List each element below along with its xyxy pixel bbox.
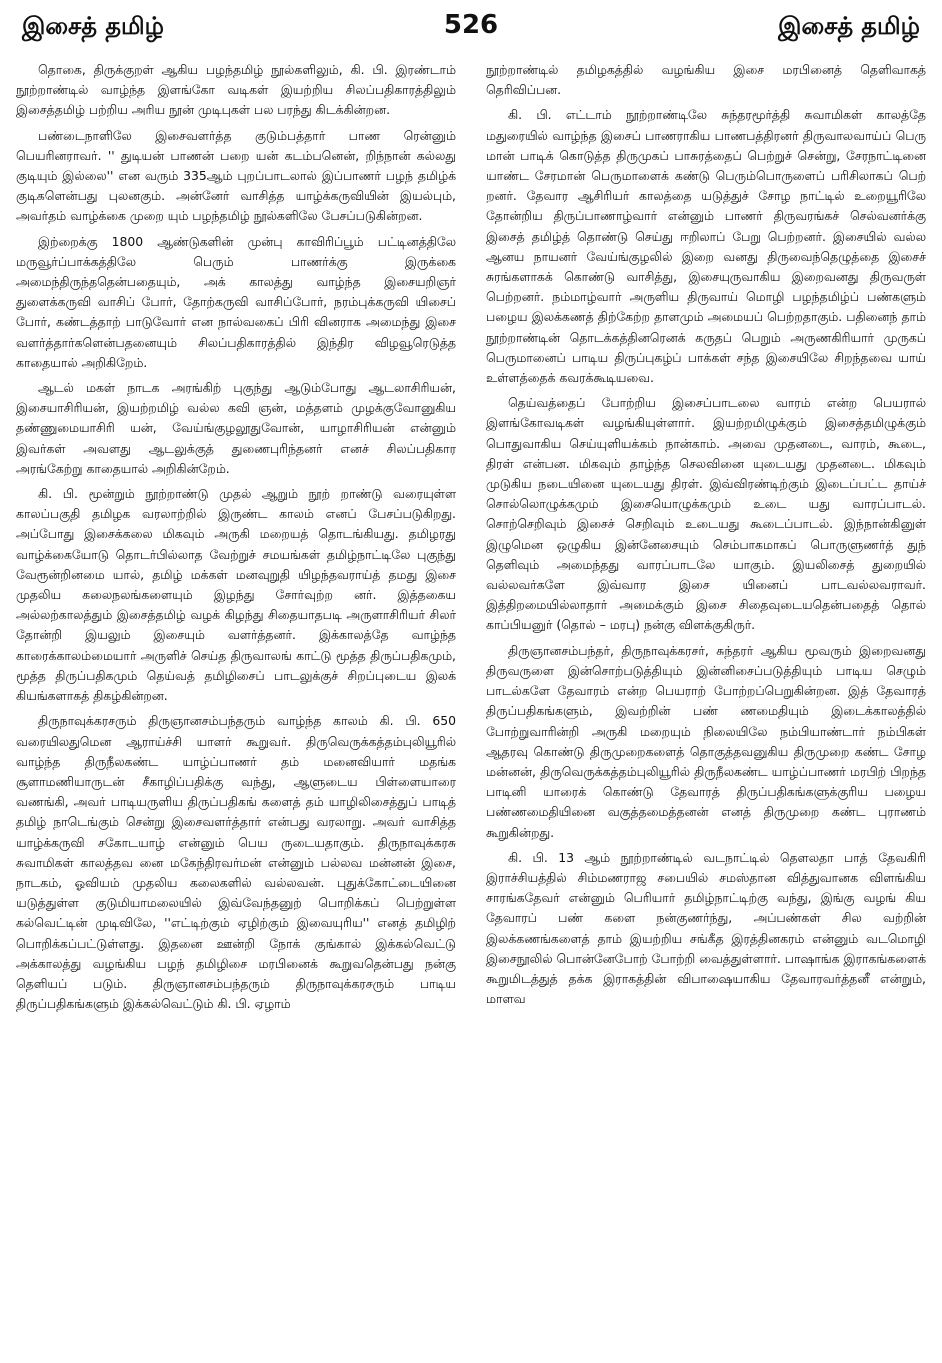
page-header (0, 0, 942, 50)
paragraph: தெய்வத்தைப் போற்றிய இசைப்பாடலை வாரம் என்ற பெயரால் இளங்கோவடிகள் வழங்கியுள்ளார். இயற்றமிழுக்கும் இசைத்தமிழுக்கும் பொதுவாகிய செய்யுளியக்கம் நான்காம். அவை முதனடை, வாரம், கூடை, திரள் என்பன. மிகவும் தாழ்ந்த செலவினை யுடையது முதனடை. மிகவும் முடுகிய நடையினை யுடையது திரள். இவ்விரண்டிற்கும் இடைப்பட்ட தாய்ச் சொல்லொழுக்கமும் இசையொழுக்கமும் உடை யது வாரப்பாடல். சொற்செறிவும் இசைச் செறிவும் உடையது கூடைப்பாடல். இந்நான்கினுள் இழுமென ஒழுகிய இன்னேசையும் செம்பாகமாகப் பொருளுணர்த் துந் தெளிவும் அமைந்தது வாரப்பாடலே யாகும். இயலிசைத் துறையில் வல்லவர்களே இவ்வார இசை யினைப் பாடவல்லவராவர். இத்திறமையில்லாதார் அமைக்கும் இசை சிதைவுடையதென்பதைத் தொல் காப்பியனுர் (தொல் – மரபு) நன்கு விளக்குகிருர். (486, 395, 926, 633)
paragraph: கி. பி. மூன்றும் நூற்றாண்டு முதல் ஆறும் நூற் றாண்டு வரையுள்ள காலப்பகுதி தமிழக வரலாற்றில் இருண்ட காலம் எனப் பேசப்படுகிறது. அப்போது இசைக்கலை மிகவும் அருகி மறையத் தொடங்கியது. தமிழரது வாழ்க்கையோடு தொடர்பில்லாத வேற்றுச் சமயங்கள் தமிழ்நாட்டிலே புகுந்து வேரூன்றினமை யால், தமிழ் மக்கள் மனவுறுதி யிழந்தவராய்த் தமது இசை முதலிய கலைநலங்களையும் இழந்து சோர்வுற்ற னர். இத்தகைய அல்லற்காலத்தும் இசைத்தமிழ் வழக் கிழந்து சிதையாதபடி அருளாசிரியர் சிலர் தோன்றி இயலும் இசையும் வளர்த்தனர். இக்காலத்தே வாழ்ந்த காரைக்காலம்மையார் அருளிச் செய்த திருவாலங் காட்டு மூத்த திருப்பதிகமும், மூத்த திருப்பதிகமும் தெய்வத் தமிழிசைப் பாடலுக்குச் சிறப்புடைய இலக் கியங்களாகத் திகழ்கின்றன. (16, 486, 456, 704)
page-number: 526 (443, 10, 499, 40)
paragraph: திருநாவுக்கரசரும் திருஞானசம்பந்தரும் வாழ்ந்த காலம் கி. பி. 650 வரையிலதுமென ஆராய்ச்சி யாளர் கூறுவர். திருவெருக்கத்தம்புலியூரில் வாழ்ந்த திருநீலகண்ட யாழ்ப்பாணர் தம் மனைவியார் மதங்க சூளாமணியாருடன் சீகாழிப்பதிக்கு வந்து, ஆளுடைய பிள்ளையாரை வணங்கி, அவர் பாடியருளிய திருப்பதிகங் களைத் தம் யாழிலிசைத்துப் பாடித் தமிழ் நாடெங்கும் சென்று இசைவளர்த்தார் என்பது வரலாறு. அவர் வாசித்த யாழ்க்கருவி சகோடயாழ் என்னும் பெய ருடையதாகும். திருநாவுக்கரசு சுவாமிகள் காலத்தவ னை மகேந்திரவர்மன் என்னும் பல்லவ மன்னன் இசை, நாடகம், ஓவியம் முதலிய கலைகளில் வல்லவன். புதுக்கோட்டையினை யடுத்துள்ள குடுமியாமலையில் இவ்வேந்தனுற் பொறிக்கப் பெற்றுள்ள கல்வெட்டின் முடிவிலே, ''எட்டிற்கும் ஏழிற்கும் இவையுரிய'' எனத் தமிழிற் பொறிக்கப்பட்டுள்ளது. இதனை ஊன்றி நோக் குங்கால் இக்கல்வெட்டு அக்காலத்து வழங்கிய பழந் தமிழிசை மரபினைக் கூறுவதென்பது நன்கு தெளியப் படும். திருஞானசம்பந்தரும் திருநாவுக்கரசரும் பாடிய திருப்பதிகங்களும் இக்கல்வெட்டும் கி. பி. ஏழாம் (16, 713, 456, 1012)
running-title-right: இசைத் தமிழ் (778, 12, 920, 40)
paragraph: திருஞானசம்பந்தர், திருநாவுக்கரசர், சுந்தரர் ஆகிய மூவரும் இறைவனது திருவருளை இன்சொற்படுத்தியும் இன்னிசைப்படுத்தியும் பாடிய செழும் பாடல்களே தேவாரம் என்ற பெயராற் போற்றப்பெறுகின்றன. இத் தேவாரத் திருப்பதிகங்களும், இவற்றின் பண் ணமைதியும் இடைக்காலத்தில் போற்றுவாரின்றி அருகி மறையும் நிலையிலே நம்பியாண்டார் நம்பிகள் ஆதரவு கொண்டு திருமுறைகளைத் தொகுத்தவனுகிய திருமுறை கண்ட சோழ மன்னன், திருவெருக்கத்தம்புலியூரில் திருநீலகண்ட யாழ்ப்பாணர் மரபிற் பிறந்த பாடினி யாரைக் கொண்டு தேவாரத் திருப்பதிகங்களுக்குரிய பழைய பண்ணமைதியினை வகுத்தமைத்தனன் எனத் திருமுறை கண்ட புராணம் கூறுகின்றது. (486, 642, 926, 840)
right-column (486, 60, 926, 1355)
paragraph: பண்டைநாளிலே இசைவளர்த்த குடும்பத்தார் பாண ரென்னும் பெயரினராவர். '' துடியன் பாணன் பறை யன் கடம்பனென், றிந்நான் கல்லது குடியும் இல்லை'' என வரும் 335ஆம் புறப்பாடலால் இப்பாணர் பழந் தமிழ்க் குடிகளென்பது புலனகும். அன்னேர் வாசித்த யாழ்க்கருவியின் இயல்பும், அவர்தம் வாழ்க்கை முறை யும் பழந்தமிழ் நூல்களிலே பேசப்படுகின்றன. (16, 127, 456, 224)
left-column (16, 60, 456, 1355)
running-title-left: இசைத் தமிழ் (22, 12, 164, 40)
paragraph: கி. பி. எட்டாம் நூற்றாண்டிலே சுந்தரமூர்த்தி சுவாமிகள் காலத்தே மதுரையில் வாழ்ந்த இசைப் பாணராகிய பாணபத்திரனர் திருவாலவாய்ப் பெரு மான் பாடிக் கொடுத்த திருமுகப் பாசுரத்தைப் பெற்றுச் சென்று, சேரநாட்டினை யாண்ட சேரமான் பெருமாளைக் கண்டு பெரும்பொருளைப் பரிசிலாகப் பெற் றனர். தேவார ஆசிரியர் காலத்தை யடுத்துச் சோழ நாட்டில் உறையூரிலே தோன்றிய திருப்பாணாழ்வார் என்னும் பாணர் திருவரங்கச் செல்வனர்க்கு இசைத் தமிழ்த் தொண்டு செய்து ஈறிலாப் பேறு பெற்றனர். இசையில் வல்ல ஆனய நாயனர் வேய்ங்குழலில் இறை வனது திருவைந்தெழுத்தை இசைச் சுரங்களாகக் கொண்டு வாசித்து, இசையுருவாகிய இறைவனது திருவருள் பெற்றனர். நம்மாழ்வார் அருளிய திருவாய் மொழி பழந்தமிழ்ப் பண்களும் பழைய இலக்கணத் திற்கேற்ற தாளமும் அமையப் பெற்றதாகும். பதினைந் தாம் நூற்றாண்டின் தொடக்கத்தினரெனக் கருதப் பெறும் அருணகிரியார் முருகப் பெருமானைப் பாடிய திருப்புகழ்ப் பாக்கள் சந்த இசையிலே சிறந்தவை யாய் உள்ளத்தைக் கவரக்கூடியவை. (486, 107, 926, 386)
paragraph: கி. பி. 13 ஆம் நூற்றாண்டில் வடநாட்டில் தௌலதா பாத் தேவகிரி இராச்சியத்தில் சிம்மணராஜ சபையில் சமஸ்தான வித்துவானக விளங்கிய சாரங்கதேவர் என்னும் பெரியார் தமிழ்நாட்டிற்கு வந்து, இங்கு வழங் கிய தேவாரப் பண் களை நன்குணர்ந்து, அப்பண்கள் சில வற்றின் இலக்கணங்களைத் தாம் இயற்றிய சங்கீத இரத்தினகரம் என்னும் வடமொழி இசைநூலில் பொன்னேபோற் போற்றி வைத்துள்ளார். பாஷாங்க இராகங்களைக் கூறுமிடத்துத் தக்க இராகத்தின் விபாஷையாகிய தேவாரவர்த்தனீ என்றும், மாளவ (486, 849, 926, 1007)
paragraph: இற்றைக்கு 1800 ஆண்டுகளின் முன்பு காவிரிப்பூம் பட்டினத்திலே மருவூர்ப்பாக்கத்திலே பெரும் பாணர்க்கு இருக்கை அமைந்திருந்ததென்பதையும், அக் காலத்து வாழ்ந்த இசையறிஞர் துளைக்கருவி வாசிப் போர், தோற்கருவி வாசிப்போர், நரம்புக்கருவி யிசைப் போர், கண்டத்தாற் பாடுவோர் என நால்வகைப் பிரி வினராக அமைந்து இசை வளர்த்தார்களென்பதனையும் சிலப்பதிகாரத்தில் இந்திர விழவூரெடுத்த காதையால் அறிகிறேம். (16, 233, 456, 370)
paragraph: தொகை, திருக்குறள் ஆகிய பழந்தமிழ் நூல்களிலும், கி. பி. இரண்டாம் நூற்றாண்டில் வாழ்ந்த இளங்கோ வடிகள் இயற்றிய சிலப்பதிகாரத்திலும் இசைத்தமிழ் பற்றிய அரிய நூன் முடிபுகள் பல பரந்து கிடக்கின்றன. (16, 62, 456, 118)
paragraph: நூற்றாண்டில் தமிழகத்தில் வழங்கிய இசை மரபினைத் தெளிவாகத் தெரிவிப்பன. (486, 62, 926, 98)
paragraph: ஆடல் மகள் நாடக அரங்கிற் புகுந்து ஆடும்போது ஆடலாசிரியன், இசையாசிரியன், இயற்றமிழ் வல்ல கவி ஞன், மத்தளம் முழக்குவோனுகிய தண்ணுமையாசிரி யன், வேய்ங்குழலூதுவோன், யாழாசிரியன் என்னும் இவர்கள் அவளது ஆடலுக்குத் துணைபுரிந்தனர் எனச் சிலப்பதிகார அரங்கேற்று காதையால் அறிகின்றேம். (16, 380, 456, 476)
